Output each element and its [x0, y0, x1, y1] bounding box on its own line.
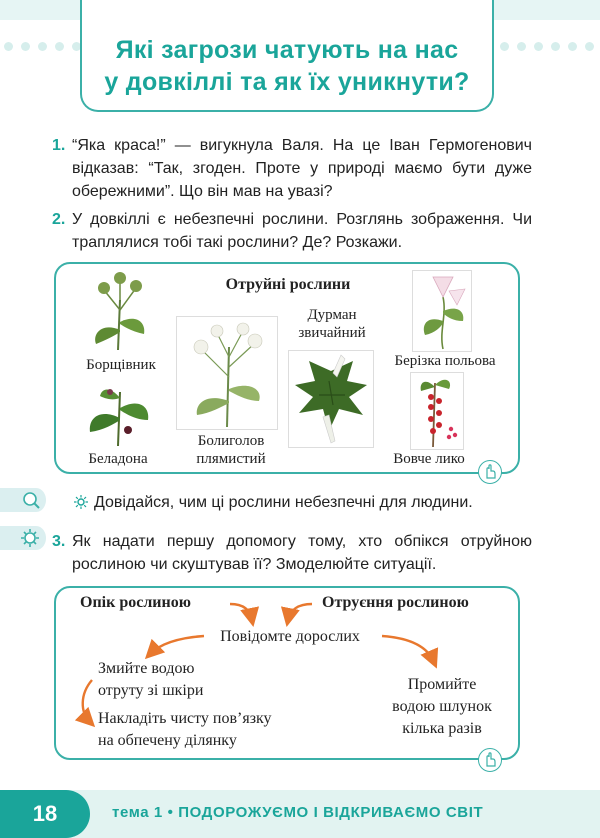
flow-arrows	[54, 586, 520, 760]
title-line-2: у довкіллі та як їх уникнути?	[104, 68, 470, 96]
question-text: У довкіллі є небезпечні рослини. Розглянь зображення. Чи траплялися тобі такі рослини? Де? Розкажи.	[72, 211, 532, 251]
label-rinse-stomach-line-2: водою шлунок	[392, 698, 492, 715]
label-vovche-lyko: Вовче лико	[393, 451, 465, 467]
label-rinse-stomach-line-3: кілька разів	[402, 720, 482, 737]
question-number: 3.	[52, 533, 66, 550]
label-durman-line-2: звичайний	[298, 325, 366, 341]
decor-dots-right	[500, 42, 594, 52]
question-3	[52, 530, 532, 576]
label-apply-bandage-line-2: на обпечену ділянку	[98, 732, 237, 749]
borshchivnyk-illustration	[84, 270, 154, 352]
label-bolyholov-line-1: Болиголов	[197, 433, 265, 449]
hand-pointer-icon[interactable]	[478, 748, 502, 772]
title-box	[80, 0, 494, 112]
footer-topic: тема 1 • ПОДОРОЖУЄМО І ВІДКРИВАЄМО СВІТ	[112, 804, 484, 821]
arrow-poison-to-adults	[288, 604, 312, 620]
page-number: 18	[0, 790, 90, 838]
question-number: 2.	[52, 211, 66, 228]
label-rinse-stomach-line-1: Промийте	[407, 676, 477, 693]
arrow-adults-to-wash	[150, 636, 204, 654]
title-line-1: Які загрози чатують на нас	[115, 36, 459, 64]
beladona-illustration	[82, 378, 154, 448]
plants-heading: Отруйні рослини	[225, 276, 351, 293]
arrow-wash-to-bandage	[83, 680, 92, 722]
bolyholov-photo	[176, 316, 278, 430]
gear-icon	[0, 526, 48, 550]
question-number: 1.	[52, 137, 66, 154]
label-wash-skin-line-1: Змийте водою	[98, 660, 195, 677]
label-apply-bandage-line-1: Накладіть чисту пов’язку	[98, 710, 272, 727]
label-beladona: Беладона	[88, 451, 148, 467]
vovche-lyko-photo	[410, 372, 464, 450]
question-text: Як надати першу допомогу тому, хто обпікся отруйною рослиною чи скуштував її? Змоделюйте ситуації.	[72, 533, 532, 573]
question-text: “Яка краса!” — вигукнула Валя. На це Іван Гермогенович відказав: “Так, згоден. Проте у природі маємо бути дуже обережними”. Що він мав на увазі?	[72, 137, 532, 200]
arrow-adults-to-rinse	[382, 636, 434, 662]
label-wash-skin-line-2: отруту зі шкіри	[98, 682, 204, 699]
arrow-burn-to-adults	[230, 604, 252, 620]
label-bolyholov	[176, 432, 286, 468]
sun-icon	[74, 495, 88, 509]
label-bolyholov-line-2: плямистий	[196, 451, 266, 467]
label-plant-burn: Опік рослиною	[80, 594, 191, 611]
label-tell-adults: Повідомте дорослих	[220, 628, 360, 645]
question-2	[52, 208, 532, 254]
search-icon	[0, 488, 48, 512]
tip-text: Довідайся, чим ці рослини небезпечні для людини.	[94, 494, 473, 511]
label-durman-line-1: Дурман	[307, 307, 357, 323]
label-borshchivnyk: Борщівник	[86, 357, 156, 373]
label-berizka: Берізка польова	[394, 353, 496, 369]
durman-photo	[288, 350, 374, 448]
label-plant-poisoning: Отруєння рослиною	[322, 594, 469, 611]
hand-pointer-icon[interactable]	[478, 460, 502, 484]
label-durman	[286, 306, 378, 342]
berizka-photo	[412, 270, 472, 352]
question-1	[52, 134, 532, 203]
tip-line	[74, 491, 534, 514]
